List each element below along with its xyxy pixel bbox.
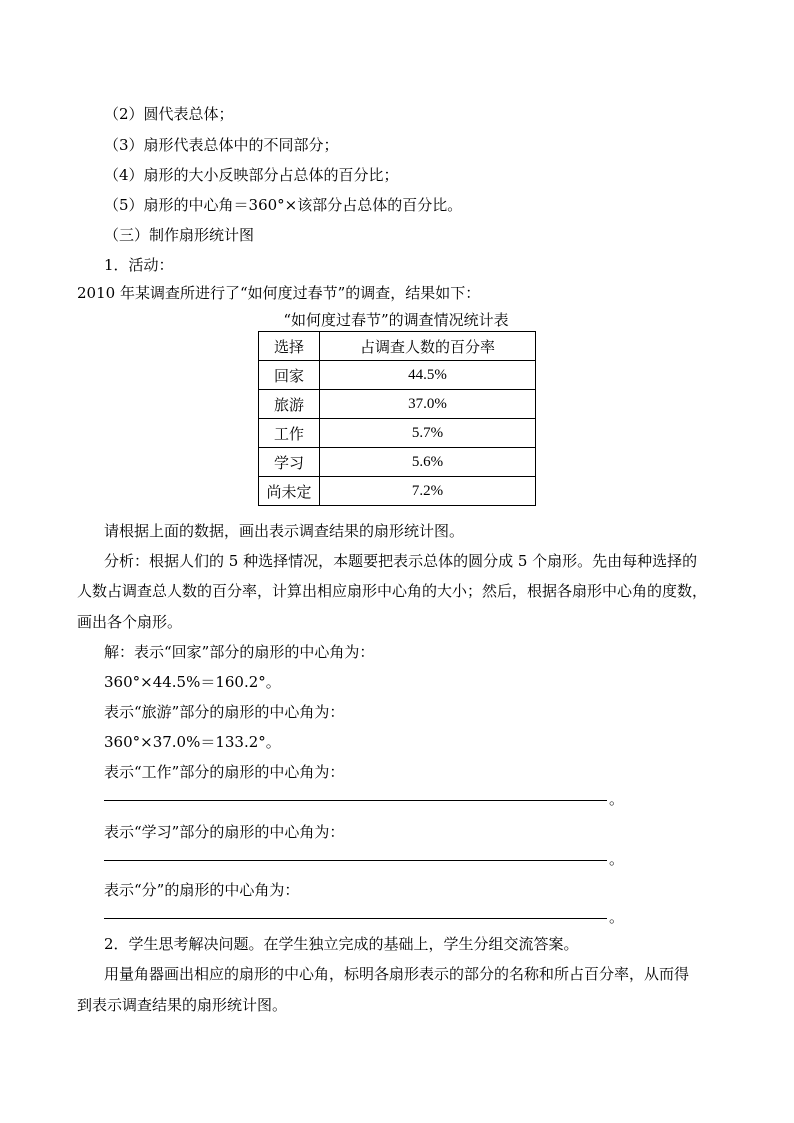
- table-row: [259, 419, 536, 448]
- solution-fen-label: 表示“分”的扇形的中心角为：: [104, 881, 300, 899]
- table-cell-choice: 旅游: [259, 390, 320, 419]
- criterion-2: （2）圆代表总体；: [104, 105, 234, 123]
- table-cell-choice: 尚未定: [259, 477, 320, 506]
- conclusion-line-1: 用量角器画出相应的扇形的中心角，标明各扇形表示的部分的名称和所占百分率，从而得: [104, 965, 690, 983]
- step-2-text: 2．学生思考解决问题。在学生独立完成的基础上，学生分组交流答案。: [104, 935, 579, 953]
- survey-table: [258, 331, 536, 506]
- table-cell-percent: 7.2%: [320, 477, 536, 506]
- table-row: [259, 361, 536, 390]
- blank-end-mark: 。: [609, 908, 625, 926]
- analysis-line-2: 人数占调查总人数的百分率，计算出相应扇形中心角的大小；然后，根据各扇形中心角的度数，: [77, 582, 708, 600]
- table-title: “如何度过春节”的调查情况统计表: [283, 311, 509, 329]
- analysis-line-1: 分析：根据人们的 5 种选择情况，本题要把表示总体的圆分成 5 个扇形。先由每种选择的: [104, 552, 698, 570]
- criterion-3: （3）扇形代表总体中的不同部分；: [104, 136, 339, 154]
- answer-blank-study[interactable]: [104, 860, 607, 861]
- table-cell-choice: 学习: [259, 448, 320, 477]
- criterion-4: （4）扇形的大小反映部分占总体的百分比；: [104, 166, 399, 184]
- table-header-row: [259, 332, 536, 361]
- table-cell-percent: 5.7%: [320, 419, 536, 448]
- answer-blank-work[interactable]: [104, 800, 607, 801]
- table-cell-choice: 回家: [259, 361, 320, 390]
- solution-home-label: 解：表示“回家”部分的扇形的中心角为：: [104, 643, 375, 661]
- table-cell-percent: 37.0%: [320, 390, 536, 419]
- table-cell-percent: 44.5%: [320, 361, 536, 390]
- activity-label: 1．活动：: [104, 256, 174, 274]
- table-cell-percent: 5.6%: [320, 448, 536, 477]
- solution-home-calc: 360°×44.5%＝160.2°。: [104, 673, 281, 691]
- table-cell-choice: 工作: [259, 419, 320, 448]
- answer-blank-fen[interactable]: [104, 918, 607, 919]
- task-text: 请根据上面的数据，画出表示调查结果的扇形统计图。: [104, 522, 465, 540]
- blank-end-mark: 。: [609, 850, 625, 868]
- table-row: [259, 390, 536, 419]
- criterion-5: （5）扇形的中心角＝360°×该部分占总体的百分比。: [104, 196, 463, 214]
- solution-travel-calc: 360°×37.0%＝133.2°。: [104, 733, 281, 751]
- solution-work-label: 表示“工作”部分的扇形的中心角为：: [104, 763, 345, 781]
- table-row: [259, 477, 536, 506]
- analysis-line-3: 画出各个扇形。: [77, 613, 183, 631]
- table-header-cell: 选择: [259, 332, 320, 361]
- solution-travel-label: 表示“旅游”部分的扇形的中心角为：: [104, 703, 345, 721]
- table-header-cell: 占调查人数的百分率: [320, 332, 536, 361]
- blank-end-mark: 。: [609, 790, 625, 808]
- solution-study-label: 表示“学习”部分的扇形的中心角为：: [104, 823, 345, 841]
- table-row: [259, 448, 536, 477]
- intro-text: 2010 年某调查所进行了“如何度过春节”的调查，结果如下：: [77, 284, 481, 302]
- conclusion-line-2: 到表示调查结果的扇形统计图。: [77, 996, 288, 1014]
- section-heading: （三）制作扇形统计图: [104, 226, 255, 244]
